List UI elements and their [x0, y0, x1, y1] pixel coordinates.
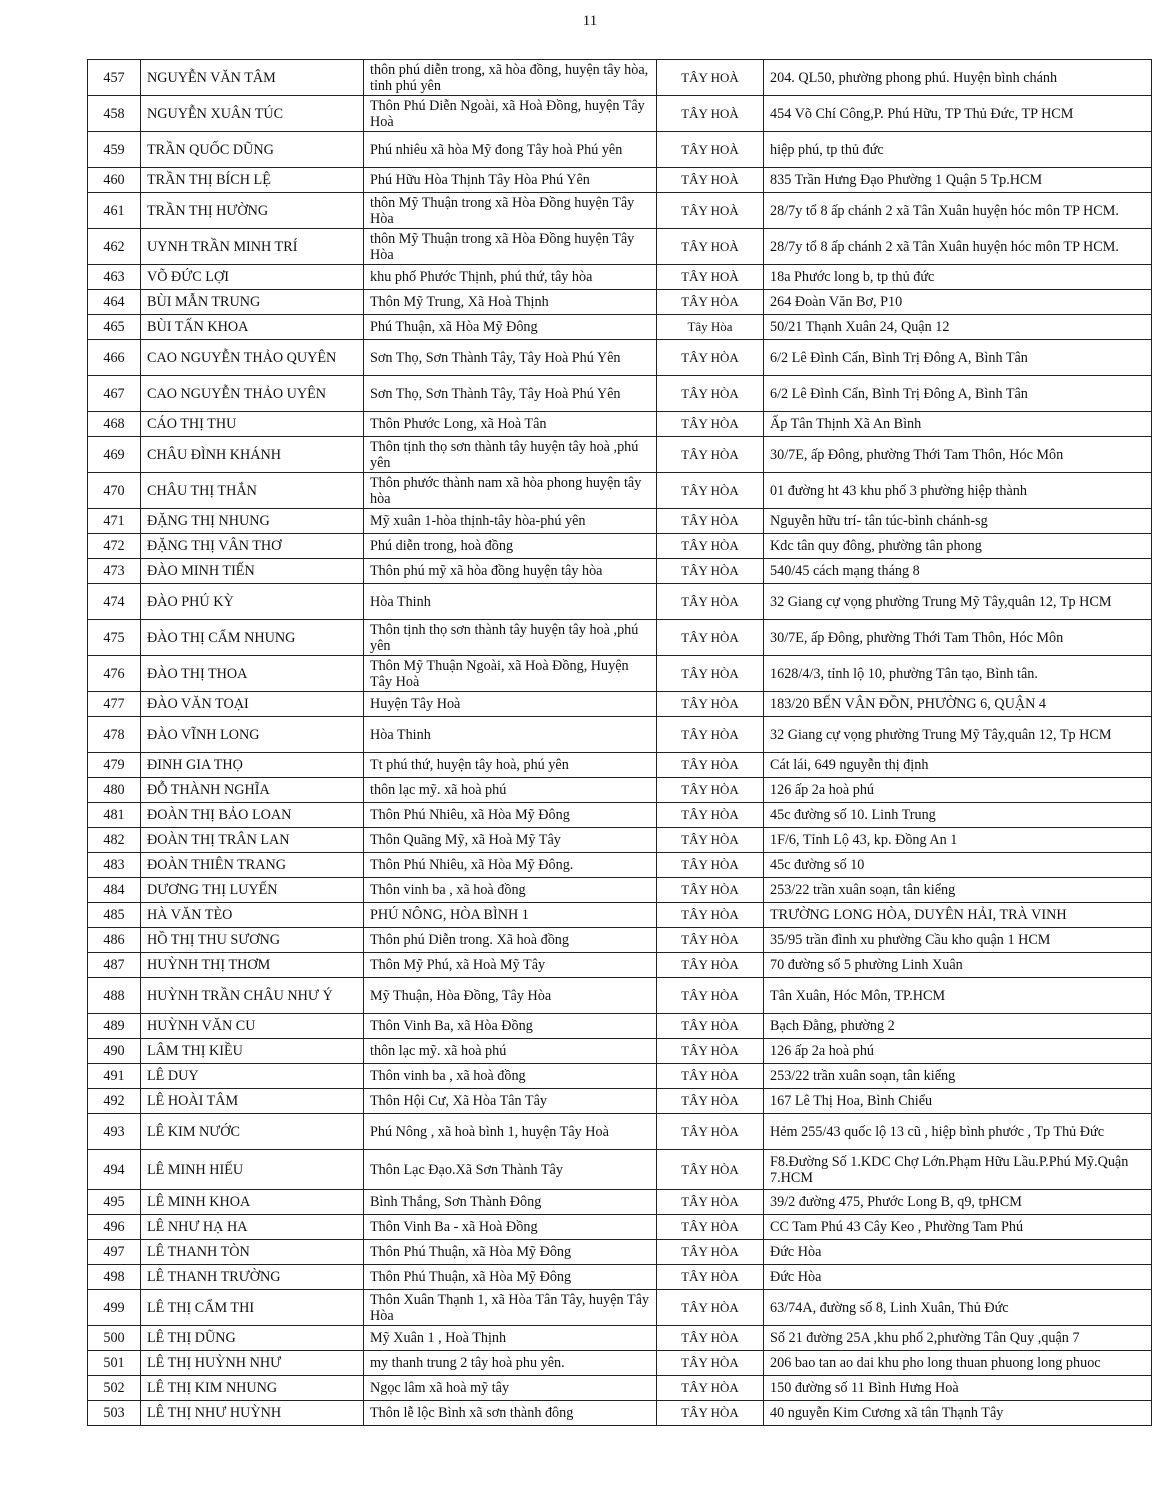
cell-address: Thôn Lạc Đạo.Xã Sơn Thành Tây	[364, 1150, 657, 1190]
cell-district: TÂY HÒA	[657, 340, 764, 376]
cell-stt: 480	[88, 778, 141, 803]
table-row	[88, 620, 1152, 656]
cell-stt: 488	[88, 978, 141, 1014]
cell-address: Thôn lễ lộc Bình xã sơn thành đông	[364, 1401, 657, 1426]
cell-current-address: 28/7y tổ 8 ấp chánh 2 xã Tân Xuân huyện hóc môn TP HCM.	[764, 193, 1152, 229]
cell-stt: 492	[88, 1089, 141, 1114]
cell-district: TÂY HÒA	[657, 1401, 764, 1426]
table-row	[88, 717, 1152, 753]
cell-name: ĐÀO THỊ CẨM NHUNG	[141, 620, 364, 656]
cell-address: PHÚ NÔNG, HÒA BÌNH 1	[364, 903, 657, 928]
cell-district: TÂY HÒA	[657, 509, 764, 534]
cell-district: TÂY HÒA	[657, 878, 764, 903]
cell-current-address: 150 đường số 11 Bình Hưng Hoà	[764, 1376, 1152, 1401]
cell-address: Huyện Tây Hoà	[364, 692, 657, 717]
table-row	[88, 1014, 1152, 1039]
cell-district: TÂY HÒA	[657, 1376, 764, 1401]
cell-stt: 474	[88, 584, 141, 620]
cell-address: Hòa Thinh	[364, 717, 657, 753]
cell-address: Phú nhiêu xã hòa Mỹ đong Tây hoà Phú yên	[364, 132, 657, 168]
cell-stt: 458	[88, 96, 141, 132]
cell-address: Thôn Phú Nhiêu, xã Hòa Mỹ Đông.	[364, 853, 657, 878]
cell-stt: 496	[88, 1215, 141, 1240]
cell-district: TÂY HÒA	[657, 717, 764, 753]
table-row	[88, 853, 1152, 878]
cell-address: Thôn phú mỹ xã hòa đồng huyện tây hòa	[364, 559, 657, 584]
cell-address: Thôn vinh ba , xã hoà đồng	[364, 878, 657, 903]
cell-stt: 462	[88, 229, 141, 265]
cell-name: UYNH TRẦN MINH TRÍ	[141, 229, 364, 265]
cell-district: TÂY HÒA	[657, 437, 764, 473]
cell-address: Thôn Vinh Ba, xã Hòa Đồng	[364, 1014, 657, 1039]
cell-current-address: 30/7E, ấp Đông, phường Thới Tam Thôn, Hóc Môn	[764, 437, 1152, 473]
cell-district: TÂY HÒA	[657, 1326, 764, 1351]
cell-name: LÊ THỊ NHƯ HUỲNH	[141, 1401, 364, 1426]
cell-name: ĐOÀN THỊ BẢO LOAN	[141, 803, 364, 828]
table-row	[88, 96, 1152, 132]
cell-stt: 486	[88, 928, 141, 953]
cell-current-address: 6/2 Lê Đình Cẩn, Bình Trị Đông A, Bình Tân	[764, 340, 1152, 376]
cell-district: TÂY HÒA	[657, 1351, 764, 1376]
cell-district: TÂY HÒA	[657, 853, 764, 878]
cell-name: CAO NGUYỄN THẢO QUYÊN	[141, 340, 364, 376]
cell-name: LÊ MINH KHOA	[141, 1190, 364, 1215]
cell-name: HÀ VĂN TÈO	[141, 903, 364, 928]
table-row	[88, 584, 1152, 620]
cell-name: ĐẶNG THỊ VÂN THƠ	[141, 534, 364, 559]
table-row	[88, 60, 1152, 96]
cell-current-address: 70 đường số 5 phường Linh Xuân	[764, 953, 1152, 978]
cell-stt: 500	[88, 1326, 141, 1351]
cell-district: TÂY HOÀ	[657, 193, 764, 229]
cell-current-address: 6/2 Lê Đình Cẩn, Bình Trị Đông A, Bình Tân	[764, 376, 1152, 412]
cell-stt: 476	[88, 656, 141, 692]
table-row	[88, 315, 1152, 340]
cell-name: LÊ THỊ CẨM THI	[141, 1290, 364, 1326]
cell-current-address: 253/22 trần xuân soạn, tân kiểng	[764, 1064, 1152, 1089]
cell-district: TÂY HÒA	[657, 1064, 764, 1089]
cell-stt: 469	[88, 437, 141, 473]
cell-stt: 499	[88, 1290, 141, 1326]
cell-current-address: 253/22 trần xuân soạn, tân kiểng	[764, 878, 1152, 903]
cell-stt: 459	[88, 132, 141, 168]
cell-district: TÂY HÒA	[657, 753, 764, 778]
cell-current-address: Ấp Tân Thịnh Xã An Bình	[764, 412, 1152, 437]
cell-district: TÂY HÒA	[657, 803, 764, 828]
cell-name: ĐÀO THỊ THOA	[141, 656, 364, 692]
cell-current-address: 35/95 trần đình xu phường Cầu kho quận 1 HCM	[764, 928, 1152, 953]
table-row	[88, 1265, 1152, 1290]
cell-district: TÂY HÒA	[657, 656, 764, 692]
cell-current-address: 183/20 BẾN VÂN ĐỒN, PHƯỜNG 6, QUẬN 4	[764, 692, 1152, 717]
cell-stt: 461	[88, 193, 141, 229]
cell-name: ĐOÀN THIÊN TRANG	[141, 853, 364, 878]
table-row	[88, 412, 1152, 437]
cell-name: ĐÀO MINH TIẾN	[141, 559, 364, 584]
cell-current-address: 835 Trần Hưng Đạo Phường 1 Quận 5 Tp.HCM	[764, 168, 1152, 193]
cell-district: TÂY HÒA	[657, 978, 764, 1014]
cell-name: ĐỖ THÀNH NGHĨA	[141, 778, 364, 803]
cell-address: Thôn Phú Thuận, xã Hòa Mỹ Đông	[364, 1265, 657, 1290]
cell-address: Phú Thuận, xã Hòa Mỹ Đông	[364, 315, 657, 340]
table-row	[88, 473, 1152, 509]
cell-district: TÂY HÒA	[657, 290, 764, 315]
cell-current-address: Bạch Đằng, phường 2	[764, 1014, 1152, 1039]
cell-name: BÙI TẤN KHOA	[141, 315, 364, 340]
cell-current-address: 32 Giang cự vọng phường Trung Mỹ Tây,quân 12, Tp HCM	[764, 717, 1152, 753]
cell-current-address: 30/7E, ấp Đông, phường Thới Tam Thôn, Hóc Môn	[764, 620, 1152, 656]
cell-district: TÂY HÒA	[657, 1265, 764, 1290]
cell-address: Mỹ xuân 1-hòa thịnh-tây hòa-phú yên	[364, 509, 657, 534]
cell-address: Thôn tịnh thọ sơn thành tây huyện tây hoà ,phú yên	[364, 620, 657, 656]
cell-address: khu phố Phước Thịnh, phú thứ, tây hòa	[364, 265, 657, 290]
cell-district: TÂY HÒA	[657, 1114, 764, 1150]
page-number: 11	[582, 13, 598, 29]
table-row	[88, 1401, 1152, 1426]
table-row	[88, 692, 1152, 717]
cell-current-address: 204. QL50, phường phong phú. Huyện bình chánh	[764, 60, 1152, 96]
cell-address: thôn phú diễn trong, xã hòa đồng, huyện tây hòa, tỉnh phú yên	[364, 60, 657, 96]
cell-district: TÂY HÒA	[657, 828, 764, 853]
cell-name: HỒ THỊ THU SƯƠNG	[141, 928, 364, 953]
cell-name: LÊ NHƯ HẠ HA	[141, 1215, 364, 1240]
cell-name: TRẦN QUỐC DŨNG	[141, 132, 364, 168]
cell-district: TÂY HÒA	[657, 1215, 764, 1240]
cell-address: Thôn Mỹ Thuận Ngoài, xã Hoà Đồng, Huyện Tây Hoà	[364, 656, 657, 692]
cell-current-address: 39/2 đường 475, Phước Long B, q9, tpHCM	[764, 1190, 1152, 1215]
cell-name: LÂM THỊ KIỀU	[141, 1039, 364, 1064]
cell-current-address: Hẻm 255/43 quốc lộ 13 cũ , hiệp bình phước , Tp Thủ Đức	[764, 1114, 1152, 1150]
table-row	[88, 1326, 1152, 1351]
cell-name: ĐINH GIA THỌ	[141, 753, 364, 778]
table-row	[88, 1114, 1152, 1150]
cell-current-address: 50/21 Thạnh Xuân 24, Quận 12	[764, 315, 1152, 340]
cell-address: thôn Mỹ Thuận trong xã Hòa Đồng huyện Tây Hòa	[364, 229, 657, 265]
cell-stt: 495	[88, 1190, 141, 1215]
cell-address: Tt phú thứ, huyện tây hoà, phú yên	[364, 753, 657, 778]
cell-name: LÊ THỊ HUỲNH NHƯ	[141, 1351, 364, 1376]
table-row	[88, 193, 1152, 229]
cell-address: Phú diễn trong, hoà đồng	[364, 534, 657, 559]
cell-current-address: Tân Xuân, Hóc Môn, TP.HCM	[764, 978, 1152, 1014]
cell-name: ĐOÀN THỊ TRÂN LAN	[141, 828, 364, 853]
cell-name: LÊ THANH TÒN	[141, 1240, 364, 1265]
cell-stt: 491	[88, 1064, 141, 1089]
cell-stt: 502	[88, 1376, 141, 1401]
cell-current-address: Đức Hòa	[764, 1240, 1152, 1265]
cell-current-address: TRƯỜNG LONG HÒA, DUYÊN HẢI, TRÀ VINH	[764, 903, 1152, 928]
table-row	[88, 168, 1152, 193]
cell-name: DƯƠNG THỊ LUYẾN	[141, 878, 364, 903]
cell-address: Sơn Thọ, Sơn Thành Tây, Tây Hoà Phú Yên	[364, 340, 657, 376]
registry-body	[88, 60, 1152, 1426]
cell-name: HUỲNH THỊ THƠM	[141, 953, 364, 978]
cell-address: Thôn Phú Nhiêu, xã Hòa Mỹ Đông	[364, 803, 657, 828]
cell-address: Mỹ Thuận, Hòa Đồng, Tây Hòa	[364, 978, 657, 1014]
cell-address: my thanh trung 2 tây hoà phu yên.	[364, 1351, 657, 1376]
cell-name: LÊ KIM NƯỚC	[141, 1114, 364, 1150]
cell-current-address: 126 ấp 2a hoà phú	[764, 1039, 1152, 1064]
cell-district: TÂY HOÀ	[657, 229, 764, 265]
registry-table	[87, 59, 1152, 1426]
cell-address: Phú Hữu Hòa Thịnh Tây Hòa Phú Yên	[364, 168, 657, 193]
cell-stt: 483	[88, 853, 141, 878]
table-row	[88, 1240, 1152, 1265]
cell-address: Thôn vinh ba , xã hoà đồng	[364, 1064, 657, 1089]
cell-stt: 473	[88, 559, 141, 584]
table-row	[88, 290, 1152, 315]
table-row	[88, 753, 1152, 778]
cell-address: Thôn tịnh thọ sơn thành tây huyện tây hoà ,phú yên	[364, 437, 657, 473]
cell-stt: 471	[88, 509, 141, 534]
cell-stt: 463	[88, 265, 141, 290]
cell-stt: 498	[88, 1265, 141, 1290]
table-row	[88, 928, 1152, 953]
table-row	[88, 1376, 1152, 1401]
cell-address: Sơn Thọ, Sơn Thành Tây, Tây Hoà Phú Yên	[364, 376, 657, 412]
cell-district: TÂY HOÀ	[657, 96, 764, 132]
cell-stt: 470	[88, 473, 141, 509]
cell-district: TÂY HÒA	[657, 778, 764, 803]
cell-name: VÕ ĐỨC LỢI	[141, 265, 364, 290]
cell-address: Thôn Mỹ Phú, xã Hoà Mỹ Tây	[364, 953, 657, 978]
cell-district: TÂY HÒA	[657, 1190, 764, 1215]
cell-stt: 467	[88, 376, 141, 412]
cell-address: Thôn Vinh Ba - xã Hoà Đồng	[364, 1215, 657, 1240]
cell-address: Bình Thắng, Sơn Thành Đông	[364, 1190, 657, 1215]
cell-stt: 494	[88, 1150, 141, 1190]
cell-stt: 485	[88, 903, 141, 928]
cell-name: LÊ DUY	[141, 1064, 364, 1089]
table-row	[88, 1039, 1152, 1064]
cell-address: Thôn Quãng Mỹ, xã Hoà Mỹ Tây	[364, 828, 657, 853]
cell-district: TÂY HOÀ	[657, 60, 764, 96]
table-row	[88, 828, 1152, 853]
cell-stt: 482	[88, 828, 141, 853]
cell-current-address: F8.Đường Số 1.KDC Chợ Lớn.Phạm Hữu Lầu.P.Phú Mỹ.Quận 7.HCM	[764, 1150, 1152, 1190]
cell-current-address: 45c đường số 10. Linh Trung	[764, 803, 1152, 828]
cell-address: Thôn phú Diễn trong. Xã hoà đồng	[364, 928, 657, 953]
cell-current-address: Số 21 đường 25A ,khu phố 2,phường Tân Quy ,quận 7	[764, 1326, 1152, 1351]
table-row	[88, 229, 1152, 265]
table-row	[88, 1215, 1152, 1240]
table-row	[88, 953, 1152, 978]
cell-address: Thôn phước thành nam xã hòa phong huyện tây hòa	[364, 473, 657, 509]
cell-stt: 497	[88, 1240, 141, 1265]
cell-name: LÊ MINH HIẾU	[141, 1150, 364, 1190]
cell-name: NGUYỄN XUÂN TÚC	[141, 96, 364, 132]
cell-stt: 487	[88, 953, 141, 978]
cell-current-address: CC Tam Phú 43 Cây Keo , Phường Tam Phú	[764, 1215, 1152, 1240]
cell-name: CHÂU THỊ THẮN	[141, 473, 364, 509]
cell-current-address: 1F/6, Tỉnh Lộ 43, kp. Đồng An 1	[764, 828, 1152, 853]
table-row	[88, 1089, 1152, 1114]
cell-address: Phú Nông , xã hoà bình 1, huyện Tây Hoà	[364, 1114, 657, 1150]
table-row	[88, 265, 1152, 290]
cell-name: CHÂU ĐÌNH KHÁNH	[141, 437, 364, 473]
cell-stt: 464	[88, 290, 141, 315]
cell-address: thôn Mỹ Thuận trong xã Hòa Đồng huyện Tây Hòa	[364, 193, 657, 229]
cell-current-address: 264 Đoàn Văn Bơ, P10	[764, 290, 1152, 315]
table-row	[88, 559, 1152, 584]
table-row	[88, 903, 1152, 928]
cell-stt: 479	[88, 753, 141, 778]
cell-name: CÁO THỊ THU	[141, 412, 364, 437]
table-row	[88, 978, 1152, 1014]
cell-stt: 477	[88, 692, 141, 717]
cell-district: TÂY HÒA	[657, 584, 764, 620]
cell-district: Tây Hòa	[657, 315, 764, 340]
table-row	[88, 132, 1152, 168]
cell-name: TRẦN THỊ BÍCH LỆ	[141, 168, 364, 193]
cell-current-address: 540/45 cách mạng tháng 8	[764, 559, 1152, 584]
cell-stt: 468	[88, 412, 141, 437]
cell-district: TÂY HÒA	[657, 559, 764, 584]
cell-address: thôn lạc mỹ. xã hoà phú	[364, 1039, 657, 1064]
cell-current-address: hiệp phú, tp thủ đức	[764, 132, 1152, 168]
cell-district: TÂY HÒA	[657, 1039, 764, 1064]
cell-name: BÙI MẪN TRUNG	[141, 290, 364, 315]
cell-district: TÂY HÒA	[657, 953, 764, 978]
cell-name: LÊ THỊ KIM NHUNG	[141, 1376, 364, 1401]
table-row	[88, 1064, 1152, 1089]
cell-current-address: Nguyễn hữu trí- tân túc-bình chánh-sg	[764, 509, 1152, 534]
cell-current-address: 126 ấp 2a hoà phú	[764, 778, 1152, 803]
cell-stt: 472	[88, 534, 141, 559]
table-row	[88, 1190, 1152, 1215]
cell-current-address: 1628/4/3, tỉnh lộ 10, phường Tân tạo, Bình tân.	[764, 656, 1152, 692]
cell-district: TÂY HÒA	[657, 1240, 764, 1265]
cell-district: TÂY HÒA	[657, 620, 764, 656]
cell-stt: 481	[88, 803, 141, 828]
cell-district: TÂY HÒA	[657, 692, 764, 717]
cell-current-address: Đức Hòa	[764, 1265, 1152, 1290]
cell-address: Thôn Phú Diễn Ngoài, xã Hoà Đồng, huyện Tây Hoà	[364, 96, 657, 132]
cell-name: TRẦN THỊ HƯỜNG	[141, 193, 364, 229]
cell-address: Thôn Phú Thuận, xã Hòa Mỹ Đông	[364, 1240, 657, 1265]
cell-district: TÂY HOÀ	[657, 132, 764, 168]
cell-district: TÂY HÒA	[657, 1150, 764, 1190]
cell-name: ĐÀO VĨNH LONG	[141, 717, 364, 753]
cell-district: TÂY HÒA	[657, 928, 764, 953]
cell-district: TÂY HÒA	[657, 376, 764, 412]
cell-address: Thôn Xuân Thạnh 1, xã Hòa Tân Tây, huyện Tây Hòa	[364, 1290, 657, 1326]
cell-name: LÊ THANH TRƯỜNG	[141, 1265, 364, 1290]
cell-address: Thôn Phước Long, xã Hoà Tân	[364, 412, 657, 437]
cell-district: TÂY HOÀ	[657, 168, 764, 193]
cell-current-address: 454 Võ Chí Công,P. Phú Hữu, TP Thủ Đức, TP HCM	[764, 96, 1152, 132]
cell-name: NGUYỄN VĂN TÂM	[141, 60, 364, 96]
cell-address: Thôn Hội Cư, Xã Hòa Tân Tây	[364, 1089, 657, 1114]
cell-name: CAO NGUYỄN THẢO UYÊN	[141, 376, 364, 412]
cell-stt: 466	[88, 340, 141, 376]
table-row	[88, 1150, 1152, 1190]
cell-stt: 457	[88, 60, 141, 96]
cell-address: Ngọc lâm xã hoà mỹ tây	[364, 1376, 657, 1401]
cell-current-address: 40 nguyễn Kim Cương xã tân Thạnh Tây	[764, 1401, 1152, 1426]
cell-district: TÂY HÒA	[657, 903, 764, 928]
table-row	[88, 803, 1152, 828]
cell-stt: 501	[88, 1351, 141, 1376]
cell-current-address: 28/7y tổ 8 ấp chánh 2 xã Tân Xuân huyện hóc môn TP HCM.	[764, 229, 1152, 265]
cell-current-address: 32 Giang cự vọng phường Trung Mỹ Tây,quân 12, Tp HCM	[764, 584, 1152, 620]
cell-name: HUỲNH TRẦN CHÂU NHƯ Ý	[141, 978, 364, 1014]
cell-address: thôn lạc mỹ. xã hoà phú	[364, 778, 657, 803]
cell-address: Mỹ Xuân 1 , Hoà Thịnh	[364, 1326, 657, 1351]
cell-name: LÊ HOÀI TÂM	[141, 1089, 364, 1114]
table-row	[88, 437, 1152, 473]
cell-name: ĐÀO PHÚ KỲ	[141, 584, 364, 620]
cell-current-address: 01 đường ht 43 khu phố 3 phường hiệp thành	[764, 473, 1152, 509]
table-row	[88, 534, 1152, 559]
cell-district: TÂY HOÀ	[657, 265, 764, 290]
cell-current-address: Kdc tân quy đông, phường tân phong	[764, 534, 1152, 559]
table-row	[88, 656, 1152, 692]
cell-stt: 484	[88, 878, 141, 903]
cell-district: TÂY HÒA	[657, 1089, 764, 1114]
cell-stt: 475	[88, 620, 141, 656]
cell-address: Hòa Thinh	[364, 584, 657, 620]
cell-stt: 460	[88, 168, 141, 193]
cell-current-address: 206 bao tan ao dai khu pho long thuan phuong long phuoc	[764, 1351, 1152, 1376]
table-row	[88, 1290, 1152, 1326]
table-row	[88, 340, 1152, 376]
cell-name: ĐẶNG THỊ NHUNG	[141, 509, 364, 534]
cell-current-address: 45c đường số 10	[764, 853, 1152, 878]
cell-district: TÂY HÒA	[657, 412, 764, 437]
cell-name: ĐÀO VĂN TOẠI	[141, 692, 364, 717]
table-row	[88, 878, 1152, 903]
cell-name: LÊ THỊ DŨNG	[141, 1326, 364, 1351]
cell-current-address: Cát lái, 649 nguyễn thị định	[764, 753, 1152, 778]
cell-current-address: 63/74A, đường số 8, Linh Xuân, Thủ Đức	[764, 1290, 1152, 1326]
table-row	[88, 376, 1152, 412]
cell-stt: 503	[88, 1401, 141, 1426]
cell-district: TÂY HÒA	[657, 1014, 764, 1039]
cell-name: HUỲNH VĂN CU	[141, 1014, 364, 1039]
cell-stt: 465	[88, 315, 141, 340]
table-row	[88, 778, 1152, 803]
cell-stt: 493	[88, 1114, 141, 1150]
cell-current-address: 167 Lê Thị Hoa, Bình Chiểu	[764, 1089, 1152, 1114]
cell-stt: 478	[88, 717, 141, 753]
table-row	[88, 1351, 1152, 1376]
cell-district: TÂY HÒA	[657, 473, 764, 509]
cell-district: TÂY HÒA	[657, 1290, 764, 1326]
cell-district: TÂY HÒA	[657, 534, 764, 559]
cell-current-address: 18a Phước long b, tp thủ đức	[764, 265, 1152, 290]
table-row	[88, 509, 1152, 534]
cell-stt: 489	[88, 1014, 141, 1039]
cell-address: Thôn Mỹ Trung, Xã Hoà Thịnh	[364, 290, 657, 315]
cell-stt: 490	[88, 1039, 141, 1064]
